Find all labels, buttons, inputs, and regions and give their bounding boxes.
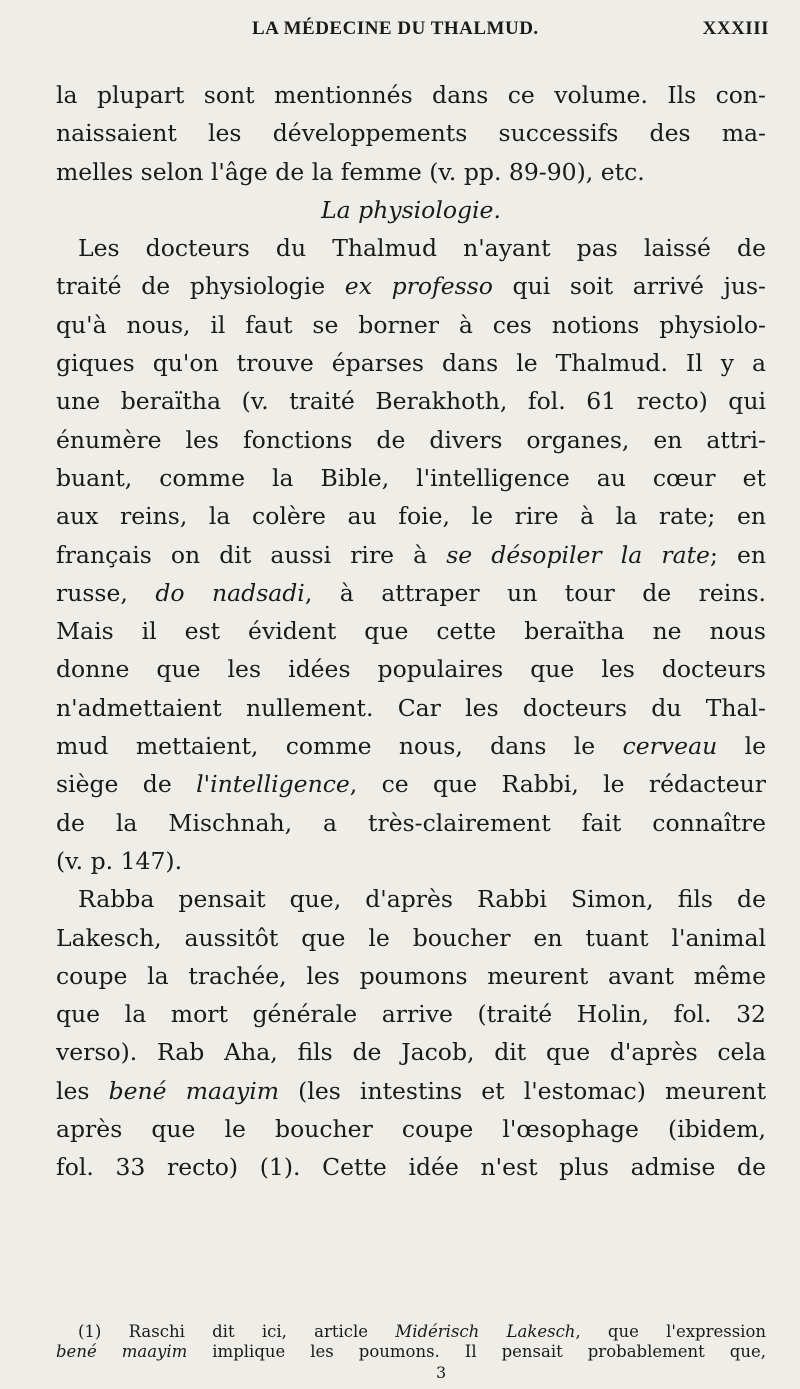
text-line: siège de l'intelligence, ce que Rabbi, le rédacteur — [56, 770, 766, 799]
text-line: russe, do nadsadi, à attraper un tour de reins. — [56, 578, 766, 607]
text-line: après que le boucher coupe l'œsophage (ibidem, — [56, 1115, 766, 1144]
text-line: que la mort générale arrive (traité Holin, fol. 32 — [56, 1000, 766, 1029]
text-line: Mais il est évident que cette beraïtha ne nous — [56, 617, 766, 646]
footnote — [56, 1322, 766, 1362]
text-line: naissaient les développements successifs des ma- — [56, 119, 766, 148]
text-line: Lakesch, aussitôt que le boucher en tuant l'animal — [56, 923, 766, 952]
text-line: une beraïtha (v. traité Berakhoth, fol. 61 recto) qui — [56, 387, 766, 416]
text-line: les bené maayim (les intestins et l'estomac) meurent — [56, 1076, 767, 1105]
text-line: français on dit aussi rire à se désopiler la rate; en — [56, 540, 766, 569]
text-line: énumère les fonctions de divers organes, en attri- — [56, 425, 766, 454]
text-line: Rabba pensait que, d'après Rabbi Simon, fils de — [78, 885, 766, 914]
text-line: donne que les idées populaires que les docteurs — [56, 655, 766, 684]
text-line: Les docteurs du Thalmud n'ayant pas laissé de — [78, 234, 766, 263]
text-line: mud mettaient, comme nous, dans le cerveau le — [56, 732, 766, 761]
section-heading: La physiologie. — [321, 195, 501, 224]
text-line: aux reins, la colère au foie, le rire à la rate; en — [56, 502, 766, 531]
signature-mark: 3 — [436, 1363, 447, 1382]
text-line: qu'à nous, il faut se borner à ces notions physiolo- — [56, 310, 766, 339]
text-line: traité de physiologie ex professo qui soit arrivé jus- — [56, 272, 766, 301]
footnote-line: bené maayim implique les poumons. Il pensait probablement que, — [56, 1342, 766, 1361]
text-line: verso). Rab Aha, fils de Jacob, dit que d'après cela — [56, 1038, 766, 1067]
text-line: giques qu'on trouve éparses dans le Thalmud. Il y a — [56, 349, 766, 378]
text-line: fol. 33 recto) (1). Cette idée n'est plus admise de — [56, 1153, 766, 1182]
body-text — [56, 76, 766, 1187]
page-number: XXXIII — [702, 18, 769, 39]
running-title: LA MÉDECINE DU THALMUD. — [252, 18, 539, 39]
running-header — [79, 10, 769, 50]
text-line: melles selon l'âge de la femme (v. pp. 89-90), etc. — [56, 157, 645, 186]
text-line: de la Mischnah, a très-clairement fait connaître — [56, 808, 766, 837]
footnote-line: (1) Raschi dit ici, article Midérisch Lakesch, que l'expression — [78, 1322, 766, 1341]
text-line: (v. p. 147). — [56, 846, 183, 875]
text-line: buant, comme la Bible, l'intelligence au cœur et — [56, 463, 766, 492]
text-line: n'admettaient nullement. Car les docteurs du Thal- — [56, 693, 766, 722]
text-line: coupe la trachée, les poumons meurent avant même — [56, 961, 766, 990]
text-line: la plupart sont mentionnés dans ce volume. Ils con- — [56, 81, 766, 109]
